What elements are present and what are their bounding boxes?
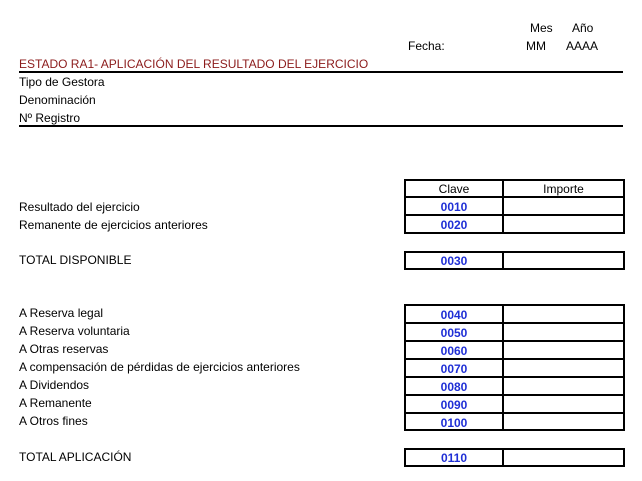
page-title: ESTADO RA1- APLICACIÓN DEL RESULTADO DEL EJERCICIO: [19, 57, 369, 71]
row-label-0100: A Otros fines: [19, 414, 88, 428]
info-field-registro: Nº Registro: [19, 111, 81, 125]
info-field-tipo: Tipo de Gestora: [19, 75, 105, 89]
table-group2: [404, 304, 625, 431]
code-0090: 0090: [440, 398, 468, 412]
mes-value: MM: [526, 39, 546, 53]
row-label-0070: A compensación de pérdidas de ejercicios anteriores: [19, 360, 300, 374]
mes-label: Mes: [530, 21, 553, 35]
code-0060: 0060: [440, 344, 468, 358]
row-label-0090: A Remanente: [19, 396, 92, 410]
code-0050: 0050: [440, 326, 468, 340]
title-divider: [19, 71, 623, 73]
ano-label: Año: [572, 21, 594, 35]
row-label-0010: Resultado del ejercicio: [19, 200, 140, 214]
code-0010: 0010: [440, 200, 468, 214]
table-total-aplicacion: [404, 448, 625, 467]
header-importe: Importe: [543, 182, 584, 196]
row-label-0080: A Dividendos: [19, 378, 90, 392]
total-aplicacion-label: TOTAL APLICACIÓN: [19, 450, 132, 464]
row-label-0060: A Otras reservas: [19, 342, 109, 356]
row-label-0020: Remanente de ejercicios anteriores: [19, 218, 208, 232]
code-0110: 0110: [440, 451, 468, 465]
header-clave: Clave: [438, 182, 470, 196]
total-disponible-label: TOTAL DISPONIBLE: [19, 253, 132, 267]
fecha-label: Fecha:: [408, 39, 445, 53]
row-label-0040: A Reserva legal: [19, 306, 104, 320]
row-label-0050: A Reserva voluntaria: [19, 324, 130, 338]
info-field-denominacion: Denominación: [19, 93, 96, 107]
table-total-disponible: [404, 251, 625, 270]
code-0100: 0100: [440, 416, 468, 430]
info-divider: [19, 125, 623, 127]
code-0080: 0080: [440, 380, 468, 394]
ano-value: AAAA: [566, 39, 599, 53]
code-0020: 0020: [440, 218, 468, 232]
code-0040: 0040: [440, 308, 468, 322]
table-group1: [404, 179, 625, 234]
code-0030: 0030: [440, 254, 468, 268]
code-0070: 0070: [440, 362, 468, 376]
